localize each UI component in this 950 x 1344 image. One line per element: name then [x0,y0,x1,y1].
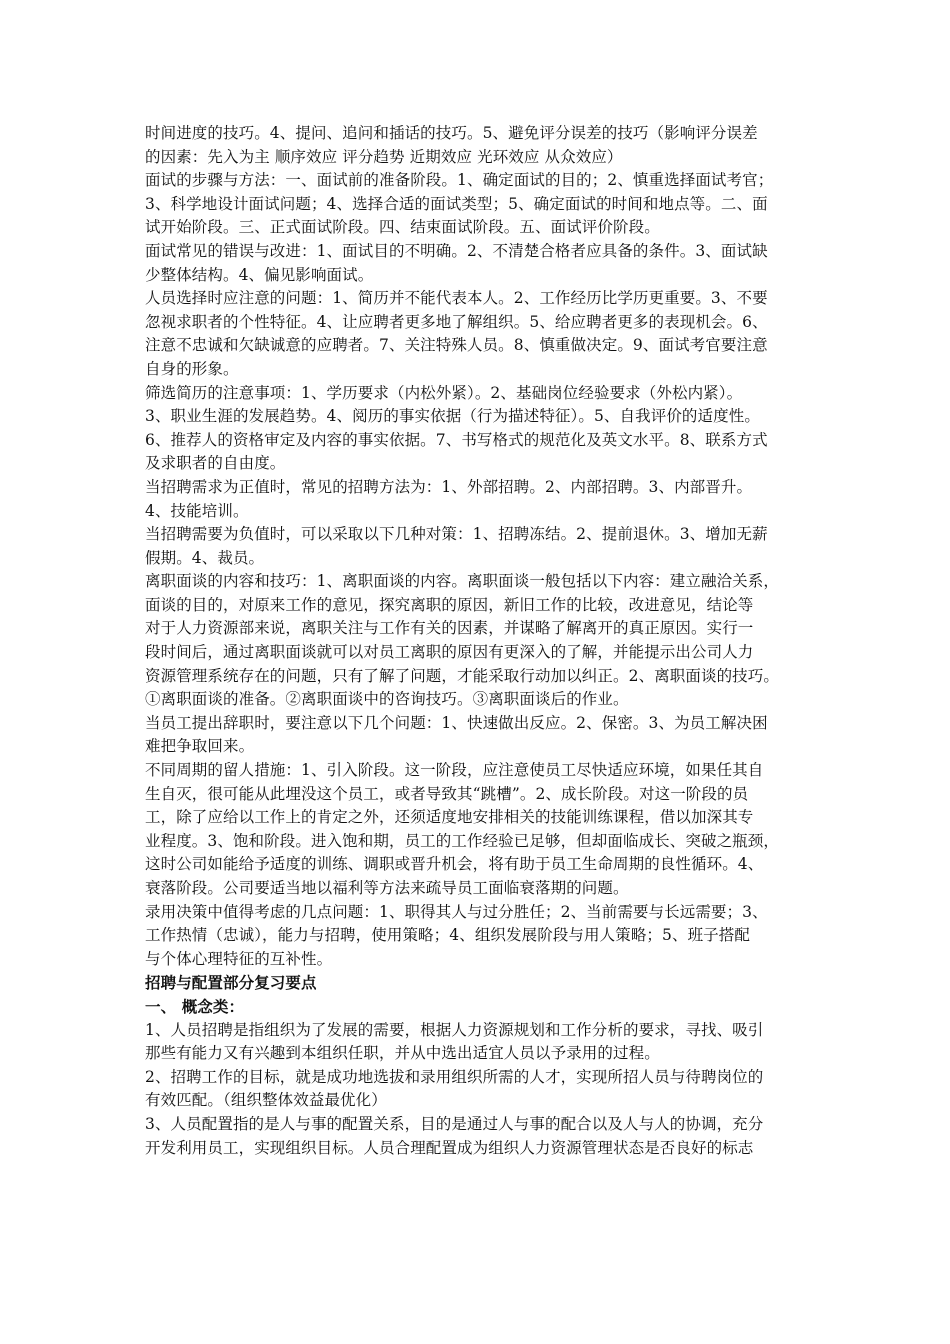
text-line: 筛选简历的注意事项：1、学历要求（内松外紧）。2、基础岗位经验要求（外松内紧）。 [145,383,743,402]
text-line: 的因素：先入为主 顺序效应 评分趋势 近期效应 光环效应 从众效应） [145,147,623,166]
text-line: 时间进度的技巧。4、提问、追问和插话的技巧。5、避免评分误差的技巧（影响评分误差 [145,124,758,142]
text-line: 资源管理系统存在的问题，只有了解了问题，才能采取行动加以纠正。2、离职面谈的技巧。 [145,666,779,685]
text-line: 少整体结构。4、偏见影响面试。 [145,265,374,284]
text-line: 6、推荐人的资格审定及内容的事实依据。7、书写格式的规范化及英文水平。8、联系方式 [145,430,768,449]
text-line: 当招聘需求为正值时，常见的招聘方法为：1、外部招聘。2、内部招聘。3、内部晋升。 [145,477,753,496]
text-line: 当员工提出辞职时，要注意以下几个问题：1、快速做出反应。2、保密。3、为员工解决困 [145,713,768,732]
text-line: 3、科学地设计面试问题；4、选择合适的面试类型；5、确定面试的时间和地点等。二、面 [145,194,768,213]
text-line: 面试的步骤与方法：一、面试前的准备阶段。1、确定面试的目的；2、慎重选择面试考官； [145,171,774,190]
text-line: 人员选择时应注意的问题：1、简历并不能代表本人。2、工作经历比学历更重要。3、不要 [145,289,768,308]
text-line: 段时间后，通过离职面谈就可以对员工离职的原因有更深入的了解，并能提示出公司人力 [145,643,754,662]
document-page [145,122,805,1160]
text-line: 当招聘需要为负值时，可以采取以下几种对策：1、招聘冻结。2、提前退休。3、增加无薪 [145,525,768,544]
text-line: 及求职者的自由度。 [145,454,286,473]
text-line: 业程度。3、饱和阶段。进入饱和期，员工的工作经验已足够，但却面临成长、突破之瓶颈， [145,831,779,850]
text-line: 离职面谈的内容和技巧：1、离职面谈的内容。离职面谈一般包括以下内容：建立融洽关系， [145,572,779,591]
text-line: 试开始阶段。三、正式面试阶段。四、结束面试阶段。五、面试评价阶段。 [145,218,660,237]
text-line: ①离职面谈的准备。②离职面谈中的咨询技巧。③离职面谈后的作业。 [145,690,629,709]
text-line: 衰落阶段。公司要适当地以福利等方法来疏导员工面临衰落期的问题。 [145,879,629,897]
text-line: 忽视求职者的个性特征。4、让应聘者更多地了解组织。5、给应聘者更多的表现机会。6、 [145,312,768,331]
text-line: 1、人员招聘是指组织为了发展的需要，根据人力资源规划和工作分析的要求，寻找、吸引 [145,1020,764,1039]
text-line: 注意不忠诚和欠缺诚意的应聘者。7、关注特殊人员。8、慎重做决定。9、面试考官要注意 [145,336,768,355]
text-line: 对于人力资源部来说，离职关注与工作有关的因素，并谋略了解离开的真正原因。实行一 [145,619,754,638]
text-line: 面试常见的错误与改进：1、面试目的不明确。2、不清楚合格者应具备的条件。3、面试缺 [145,241,768,260]
text-line: 2、招聘工作的目标，就是成功地选拔和录用组织所需的人才，实现所招人员与待聘岗位的 [145,1067,764,1086]
text-line: 3、人员配置指的是人与事的配置关系，目的是通过人与事的配合以及人与人的协调，充分 [145,1114,764,1133]
text-line: 不同周期的留人措施：1、引入阶段。这一阶段，应注意使员工尽快适应环境，如果任其自 [145,761,764,780]
text-line: 自身的形象。 [145,359,239,378]
text-line: 与个体心理特征的互补性。 [145,949,333,968]
text-line: 难把争取回来。 [145,737,255,756]
text-line: 4、技能培训。 [145,501,249,520]
text-line: 那些有能力又有兴趣到本组织任职，并从中选出适宜人员以予录用的过程。 [145,1044,660,1063]
text-line: 录用决策中值得考虑的几点问题：1、职得其人与过分胜任；2、当前需要与长远需要；3、 [145,902,768,921]
section-heading: 一、 概念类： [145,996,245,1016]
text-line: 工，除了应给以工作上的肯定之外，还须适度地安排相关的技能训练课程，借以加深其专 [145,808,754,827]
section-heading: 招聘与配置部分复习要点 [145,973,317,993]
text-line: 有效匹配。（组织整体效益最优化） [145,1091,387,1110]
text-line: 开发利用员工，实现组织目标。人员合理配置成为组织人力资源管理状态是否良好的标志 [145,1138,754,1157]
text-line: 3、职业生涯的发展趋势。4、阅历的事实依据（行为描述特征）。5、自我评价的适度性。 [145,407,760,426]
text-line: 假期。4、裁员。 [145,548,265,567]
text-line: 这时公司如能给予适度的训练、调职或晋升机会，将有助于员工生命周期的良性循环。4、 [145,855,764,874]
text-line: 生自灭，很可能从此埋没这个员工，或者导致其“跳槽”。2、成长阶段。对这一阶段的员 [145,784,749,803]
text-line: 工作热情（忠诚），能力与招聘，使用策略；4、组织发展阶段与用人策略；5、班子搭配 [145,926,750,945]
text-line: 面谈的目的，对原来工作的意见，探究离职的原因，新旧工作的比较，改进意见，结论等 [145,595,754,614]
